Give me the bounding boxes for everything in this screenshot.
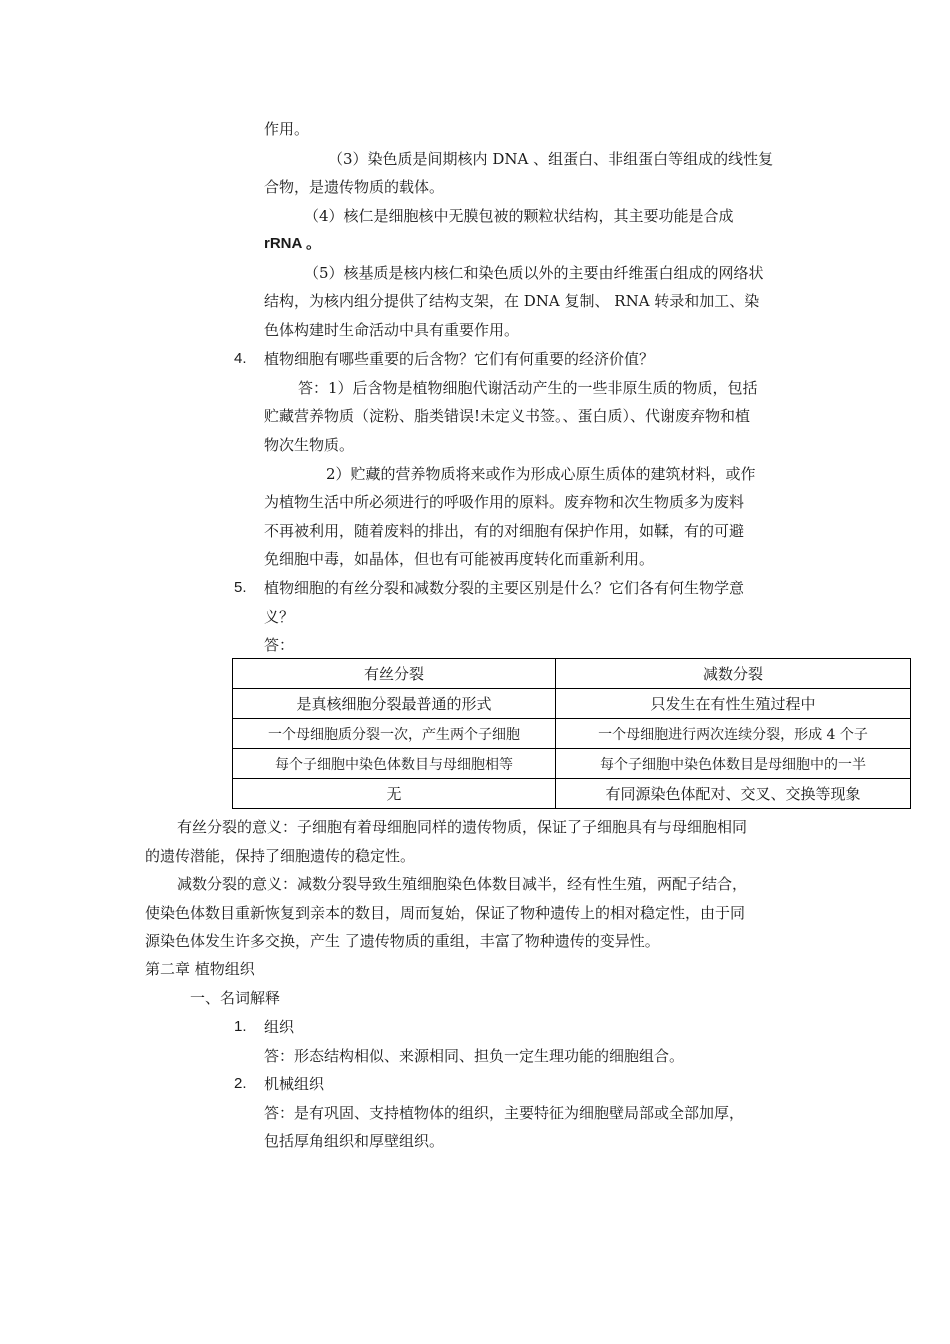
question-text: 植物细胞的有丝分裂和减数分裂的主要区别是什么？它们各有何生物学意 xyxy=(264,579,745,597)
paragraph-line: 使染色体数目重新恢复到亲本的数目，周而复始，保证了物种遗传上的相对稳定性，由于同 xyxy=(145,904,746,922)
item-number: 1. xyxy=(234,1018,247,1035)
question-number: 4. xyxy=(234,350,247,367)
table-cell: 每个子细胞中染色体数目是母细胞中的一半 xyxy=(556,749,911,779)
comparison-table xyxy=(232,658,911,809)
section-heading: 一、名词解释 xyxy=(190,989,281,1007)
answer-line: 免细胞中毒，如晶体，但也有可能被再度转化而重新利用。 xyxy=(264,550,655,568)
table-row xyxy=(233,689,911,719)
table-cell: 只发生在有性生殖过程中 xyxy=(556,689,911,719)
table-row xyxy=(233,779,911,809)
paragraph-line: 色体构建时生命活动中具有重要作用。 xyxy=(264,321,520,339)
table-cell: 一个母细胞进行两次连续分裂，形成 4 个子 xyxy=(556,719,911,749)
paragraph-line: （5）核基质是核内核仁和染色质以外的主要由纤维蛋白组成的网络状 xyxy=(304,264,764,282)
paragraph-line: 结构，为核内组分提供了结构支架，在 DNA 复制、 RNA 转录和加工、染 xyxy=(264,292,760,310)
paragraph-line: （3）染色质是间期核内 DNA 、组蛋白、非组蛋白等组成的线性复 xyxy=(328,150,774,168)
answer-line: 2）贮藏的营养物质将来或作为形成心原生质体的建筑材料，或作 xyxy=(326,465,756,483)
item-number: 2. xyxy=(234,1075,247,1092)
term: 机械组织 xyxy=(264,1075,325,1093)
answer-line: 贮藏营养物质（淀粉、脂类错误!未定义书签。、蛋白质）、代谢废弃物和植 xyxy=(264,407,751,425)
answer-line: 包括厚角组织和厚壁组织。 xyxy=(264,1132,445,1150)
answer-line: 物次生物质。 xyxy=(264,436,355,454)
table-header-row xyxy=(233,659,911,689)
question-number: 5. xyxy=(234,579,247,596)
answer-line: 答：形态结构相似、来源相同、担负一定生理功能的细胞组合。 xyxy=(264,1047,685,1065)
paragraph-line: 减数分裂的意义：减数分裂导致生殖细胞染色体数目减半，经有性生殖，两配子结合， xyxy=(177,875,748,893)
table-header-cell: 减数分裂 xyxy=(556,659,911,689)
chapter-title: 第二章 植物组织 xyxy=(145,960,255,978)
answer-line: 为植物生活中所必须进行的呼吸作用的原料。废弃物和次生物质多为废料 xyxy=(264,493,745,511)
paragraph-line: 的遗传潜能，保持了细胞遗传的稳定性。 xyxy=(145,847,416,865)
table-cell: 每个子细胞中染色体数目与母细胞相等 xyxy=(233,749,556,779)
answer-line: 答：1）后含物是植物细胞代谢活动产生的一些非原生质的物质，包括 xyxy=(298,379,758,397)
paragraph-line: 有丝分裂的意义：子细胞有着母细胞同样的遗传物质，保证了子细胞具有与母细胞相同 xyxy=(177,818,748,836)
answer-label: 答： xyxy=(264,636,295,654)
table-cell: 是真核细胞分裂最普通的形式 xyxy=(233,689,556,719)
question-text: 植物细胞有哪些重要的后含物？它们有何重要的经济价值？ xyxy=(264,350,655,368)
table-row xyxy=(233,719,911,749)
answer-line: 答：是有巩固、支持植物体的组织，主要特征为细胞壁局部或全部加厚， xyxy=(264,1104,745,1122)
paragraph-line: （4）核仁是细胞核中无膜包被的颗粒状结构，其主要功能是合成 xyxy=(304,207,734,225)
paragraph-line: 作用。 xyxy=(264,120,310,138)
paragraph-line: 源染色体发生许多交换，产生 了遗传物质的重组，丰富了物种遗传的变异性。 xyxy=(145,932,660,950)
term: 组织 xyxy=(264,1018,295,1036)
table-header-cell: 有丝分裂 xyxy=(233,659,556,689)
table-row xyxy=(233,749,911,779)
answer-line: 不再被利用，随着废料的排出，有的对细胞有保护作用，如鞣，有的可避 xyxy=(264,522,745,540)
paragraph-line: rRNA 。 xyxy=(264,235,321,252)
table-cell: 无 xyxy=(233,779,556,809)
question-text: 义？ xyxy=(264,608,295,626)
table-cell: 有同源染色体配对、交叉、交换等现象 xyxy=(556,779,911,809)
paragraph-line: 合物，是遗传物质的载体。 xyxy=(264,178,445,196)
table-cell: 一个母细胞质分裂一次，产生两个子细胞 xyxy=(233,719,556,749)
